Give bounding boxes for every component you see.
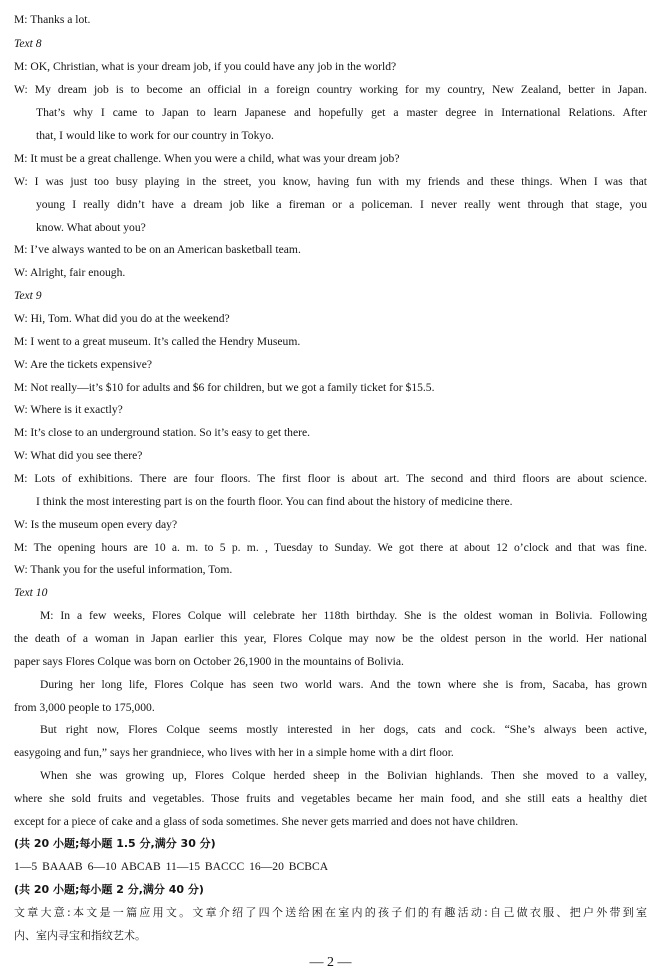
passage-line: During her long life, Flores Colque has seen two world wars. And the town where she is from, Sacaba, has grown bbox=[40, 678, 647, 691]
dialogue-line: W: Is the museum open every day? bbox=[14, 518, 178, 531]
passage-line: But right now, Flores Colque seems mostly interested in her dogs, cats and cock. “She’s always been active, bbox=[40, 723, 647, 736]
dialogue-line: M: I’ve always wanted to be on an American basketball team. bbox=[14, 243, 301, 256]
dialogue-line-continued: that, I would like to work for our country in Tokyo. bbox=[36, 129, 274, 142]
dialogue-line: M: I went to a great museum. It’s called the Hendry Museum. bbox=[14, 335, 301, 348]
dialogue-line: W: I was just too busy playing in the street, you know, having fun with my friends and these things. When I was that bbox=[14, 175, 647, 188]
summary-line: 文章大意:本文是一篇应用文。文章介绍了四个送给困在室内的孩子们的有趣活动:自己做衣服、把户外带到室 bbox=[14, 906, 647, 919]
summary-line: 内、室内寻宝和指纹艺术。 bbox=[14, 929, 146, 942]
dialogue-line: W: My dream job is to become an official in a foreign country working for my country, New Zealand, better in Japan. bbox=[14, 83, 647, 96]
page-number: — 2 — bbox=[309, 955, 352, 970]
passage-line: easygoing and fun,” says her grandniece, who lives with her in a simple home with a dirt floor. bbox=[14, 746, 454, 759]
passage-line: paper says Flores Colque was born on October 26,1900 in the mountains of Bolivia. bbox=[14, 655, 404, 668]
dialogue-line-continued: I think the most interesting part is on the fourth floor. You can find about the history of medicine there. bbox=[36, 495, 513, 508]
passage-line: the death of a woman in Japan earlier this year, Flores Colque may now be the oldest person in the world. Her national bbox=[14, 632, 647, 645]
passage-line: from 3,000 people to 175,000. bbox=[14, 701, 155, 714]
dialogue-line: M: Lots of exhibitions. There are four floors. The first floor is about art. The second and third floors are about science. bbox=[14, 472, 647, 485]
passage-line: except for a piece of cake and a glass of soda sometimes. She never gets married and does not have children. bbox=[14, 815, 519, 828]
dialogue-line: M: Not really—it’s $10 for adults and $6 for children, but we got a family ticket for $15.5. bbox=[14, 381, 435, 394]
dialogue-line: M: OK, Christian, what is your dream job, if you could have any job in the world? bbox=[14, 60, 397, 73]
dialogue-line: M: It’s close to an underground station. So it’s easy to get there. bbox=[14, 426, 311, 439]
passage-line: where she sold fruits and vegetables. Those fruits and vegetables became her main food, and she still eats a healthy diet bbox=[14, 792, 647, 805]
section-heading-text-9: Text 9 bbox=[14, 289, 42, 302]
dialogue-line: W: Alright, fair enough. bbox=[14, 266, 126, 279]
dialogue-line: W: Hi, Tom. What did you do at the weekend? bbox=[14, 312, 230, 325]
dialogue-line-continued: That’s why I came to Japan to learn Japanese and hopefully get a master degree in International Relations. After bbox=[36, 106, 647, 119]
section-heading-text-10: Text 10 bbox=[14, 586, 48, 599]
dialogue-line: W: Thank you for the useful information, Tom. bbox=[14, 563, 233, 576]
section-scoring-note: (共 20 小题;每小题 1.5 分,满分 30 分) bbox=[14, 837, 216, 850]
passage-line: M: In a few weeks, Flores Colque will celebrate her 118th birthday. She is the oldest woman in Bolivia. Following bbox=[40, 609, 647, 622]
dialogue-line-continued: young I really didn’t have a dream job like a fireman or a policeman. I never really went through that stage, you bbox=[36, 198, 647, 211]
dialogue-line: W: Are the tickets expensive? bbox=[14, 358, 152, 371]
dialogue-line: W: What did you see there? bbox=[14, 449, 143, 462]
dialogue-line: W: Where is it exactly? bbox=[14, 403, 123, 416]
dialogue-line: M: The opening hours are 10 a. m. to 5 p. m. , Tuesday to Sunday. We got there at about 12 o’clock and that was fine. bbox=[14, 541, 647, 554]
dialogue-line: M: Thanks a lot. bbox=[14, 13, 91, 26]
answer-key: 1—5 BAAAB 6—10 ABCAB 11—15 BACCC 16—20 BCBCA bbox=[14, 860, 329, 873]
section-scoring-note: (共 20 小题;每小题 2 分,满分 40 分) bbox=[14, 883, 204, 896]
dialogue-line-continued: know. What about you? bbox=[36, 221, 146, 234]
section-heading-text-8: Text 8 bbox=[14, 37, 42, 50]
passage-line: When she was growing up, Flores Colque herded sheep in the Bolivian highlands. Then she moved to a valley, bbox=[40, 769, 647, 782]
dialogue-line: M: It must be a great challenge. When you were a child, what was your dream job? bbox=[14, 152, 400, 165]
